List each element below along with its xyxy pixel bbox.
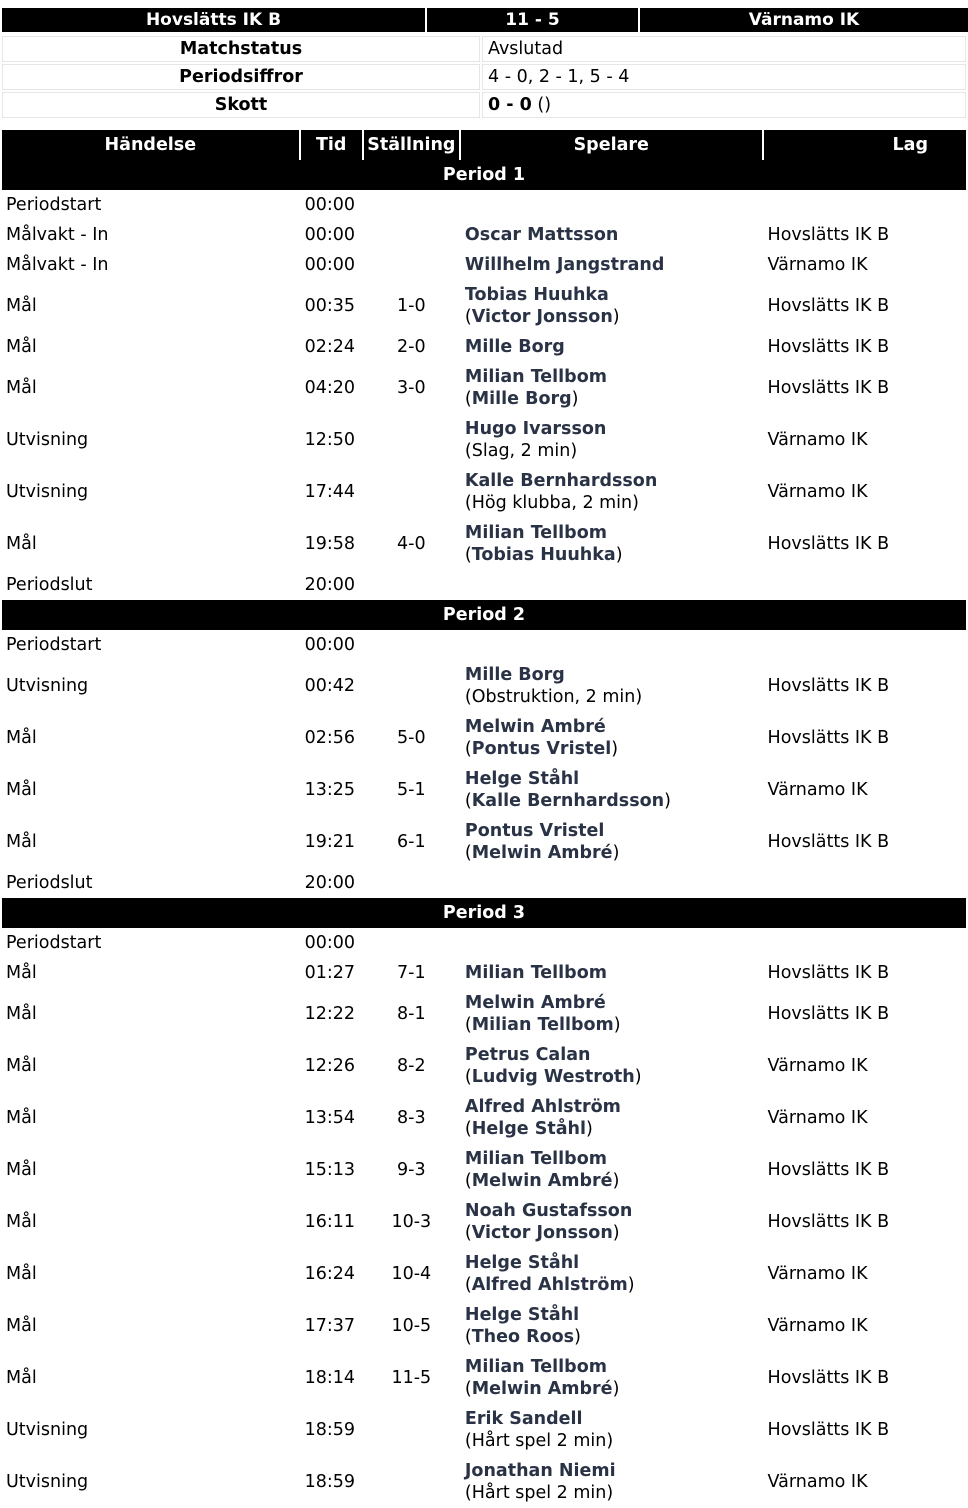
event-player-cell [461,414,762,466]
event-time: 20:00 [304,873,356,893]
assist-player-link[interactable]: Melwin Ambré [471,1379,613,1399]
event-row [2,712,966,764]
event-time: 12:22 [304,1004,356,1024]
event-row [2,1352,966,1404]
assist-close-paren: ) [664,791,671,811]
event-type: Mål [6,728,37,748]
event-team [764,868,966,898]
assist-close-paren: ) [627,1275,635,1295]
event-type: Utvisning [6,1472,89,1492]
event-score: 9-3 [397,1160,426,1180]
event-time: 00:00 [304,635,356,655]
player-link[interactable]: Mille Borg [464,337,565,357]
event-player-cell [461,570,762,600]
event-time: 18:59 [304,1472,356,1492]
player-link[interactable]: Milian Tellbom [464,523,607,543]
assist-open-paren: ( [464,389,472,409]
event-type: Utvisning [6,676,89,696]
assist-open-paren: ( [464,1275,472,1295]
event-team: Värnamo IK [767,1316,868,1336]
event-time: 00:00 [304,255,356,275]
match-info-table [0,34,968,120]
event-player-cell [461,764,762,816]
event-player-cell [461,280,762,332]
event-team [764,570,966,600]
event-type: Mål [6,1316,37,1336]
event-player-cell [461,190,762,220]
event-score: 10-5 [391,1316,432,1336]
player-link[interactable]: Helge Ståhl [464,1305,580,1325]
event-row [2,1248,966,1300]
event-row [2,190,966,220]
player-link[interactable]: Milian Tellbom [464,1357,607,1377]
penalty-note: (Hög klubba, 2 min) [464,493,639,513]
event-score: 3-0 [397,378,426,398]
period-title: Period 1 [2,160,966,190]
home-team: Hovslätts IK B [2,8,425,32]
event-row [2,1456,966,1508]
events-table [0,130,968,1508]
assist-player-link[interactable]: Ludvig Westroth [471,1067,635,1087]
penalty-note: (Obstruktion, 2 min) [464,687,643,707]
event-score [364,868,459,898]
event-type: Mål [6,1264,37,1284]
event-time: 00:42 [304,676,356,696]
event-time: 02:24 [304,337,356,357]
assist-close-paren: ) [571,389,579,409]
event-time: 20:00 [304,575,356,595]
event-row [2,868,966,898]
player-link[interactable]: Erik Sandell [464,1409,583,1429]
event-time: 15:13 [304,1160,356,1180]
assist-open-paren: ( [464,843,472,863]
event-team: Hovslätts IK B [767,728,890,748]
event-score: 4-0 [397,534,426,554]
event-player-cell [461,1196,762,1248]
event-score [364,1404,459,1456]
event-score [364,570,459,600]
event-team: Hovslätts IK B [767,963,890,983]
event-team [764,190,966,220]
player-link[interactable]: Milian Tellbom [464,1149,607,1169]
event-team: Värnamo IK [767,1264,868,1284]
event-score: 2-0 [397,337,426,357]
event-type: Mål [6,534,37,554]
info-row-status [2,36,966,62]
assist-open-paren: ( [464,1067,472,1087]
event-row [2,764,966,816]
event-team: Hovslätts IK B [767,337,890,357]
assist-player-link[interactable]: Helge Ståhl [471,1119,586,1139]
assist-player-link[interactable]: Alfred Ahlström [471,1275,628,1295]
event-score: 7-1 [397,963,426,983]
period-header-row [2,898,966,928]
event-type: Mål [6,1368,37,1388]
event-row [2,362,966,414]
event-player-cell [461,1404,762,1456]
event-row [2,250,966,280]
assist-close-paren: ) [615,545,623,565]
player-link[interactable]: Kalle Bernhardsson [464,471,658,491]
event-row [2,466,966,518]
event-team: Värnamo IK [767,482,868,502]
assist-close-paren: ) [611,739,619,759]
event-time: 18:14 [304,1368,356,1388]
assist-close-paren: ) [586,1119,593,1139]
event-type: Periodstart [6,195,102,215]
event-score: 10-3 [391,1212,432,1232]
event-type: Utvisning [6,482,89,502]
info-value [482,92,966,118]
assist-open-paren: ( [464,307,472,327]
event-row [2,1404,966,1456]
event-score [364,928,459,958]
event-row [2,570,966,600]
events-body [2,160,966,1508]
event-player-cell [461,816,762,868]
player-link[interactable]: Alfred Ahlström [464,1097,621,1117]
event-type: Mål [6,1160,37,1180]
col-header-player: Spelare [461,130,762,160]
penalty-note: (Hårt spel 2 min) [464,1431,614,1451]
event-player-cell [461,1248,762,1300]
assist-player-link[interactable]: Theo Roos [471,1327,575,1347]
event-team: Hovslätts IK B [767,832,890,852]
player-link[interactable]: Noah Gustafsson [464,1201,633,1221]
event-type: Mål [6,378,37,398]
info-label: Skott [2,92,480,118]
event-player-cell [461,250,762,280]
event-row [2,332,966,362]
event-team: Värnamo IK [767,430,868,450]
event-row [2,280,966,332]
assist-player-link[interactable]: Melwin Ambré [471,1171,613,1191]
event-player-cell [461,1300,762,1352]
event-row [2,1092,966,1144]
away-team: Värnamo IK [640,8,968,32]
event-time: 19:21 [304,832,356,852]
player-link[interactable]: Milian Tellbom [464,963,607,983]
event-team [764,630,966,660]
period-title: Period 2 [2,600,966,630]
event-time: 16:24 [304,1264,356,1284]
event-time: 00:00 [304,195,356,215]
event-type: Mål [6,1056,37,1076]
event-row [2,958,966,988]
event-time: 17:44 [304,482,356,502]
col-header-score: Ställning [364,130,459,160]
event-row [2,1144,966,1196]
player-link[interactable]: Jonathan Niemi [464,1461,616,1481]
event-score [364,630,459,660]
shots-value: 0 - 0 [488,95,532,115]
event-type: Mål [6,963,37,983]
event-time: 00:00 [304,933,356,953]
event-row [2,630,966,660]
player-link[interactable]: Petrus Calan [464,1045,591,1065]
assist-player-link[interactable]: Pontus Vristel [471,739,612,759]
event-score: 11-5 [391,1368,432,1388]
assist-open-paren: ( [464,1119,472,1139]
player-link[interactable]: Milian Tellbom [464,367,607,387]
player-link[interactable]: Mille Borg [464,665,565,685]
player-link[interactable]: Oscar Mattsson [464,225,619,245]
event-score: 8-1 [397,1004,426,1024]
event-time: 13:25 [304,780,356,800]
event-score [364,190,459,220]
event-score: 5-0 [397,728,426,748]
event-score [364,660,459,712]
event-time: 00:00 [304,225,356,245]
event-player-cell [461,518,762,570]
info-value: 4 - 0, 2 - 1, 5 - 4 [482,64,966,90]
event-row [2,660,966,712]
event-player-cell [461,988,762,1040]
event-player-cell [461,362,762,414]
event-row [2,1040,966,1092]
event-player-cell [461,1040,762,1092]
event-player-cell [461,868,762,898]
player-link[interactable]: Melwin Ambré [464,993,606,1013]
event-type: Periodslut [6,873,93,893]
info-row-shots [2,92,966,118]
event-player-cell [461,1092,762,1144]
event-team: Värnamo IK [767,1108,868,1128]
event-type: Periodstart [6,635,102,655]
event-player-cell [461,958,762,988]
info-value: Avslutad [482,36,966,62]
assist-open-paren: ( [464,545,472,565]
event-time: 17:37 [304,1316,356,1336]
assist-open-paren: ( [464,1171,472,1191]
event-team: Värnamo IK [767,255,868,275]
event-time: 16:11 [304,1212,356,1232]
assist-open-paren: ( [464,1015,472,1035]
player-link[interactable]: Willhelm Jangstrand [464,255,665,275]
events-header-row [2,130,966,160]
event-type: Mål [6,337,37,357]
assist-open-paren: ( [464,739,472,759]
event-time: 02:56 [304,728,356,748]
event-time: 19:58 [304,534,356,554]
event-type: Målvakt - In [6,255,109,275]
player-link[interactable]: Pontus Vristel [464,821,605,841]
event-team: Hovslätts IK B [767,1160,890,1180]
event-time: 04:20 [304,378,356,398]
event-team: Hovslätts IK B [767,1212,890,1232]
info-label: Matchstatus [2,36,480,62]
event-time: 13:54 [304,1108,356,1128]
period-header-row [2,600,966,630]
event-time: 12:26 [304,1056,356,1076]
assist-player-link[interactable]: Milian Tellbom [471,1015,614,1035]
event-team: Hovslätts IK B [767,1368,890,1388]
event-type: Mål [6,1108,37,1128]
event-time: 01:27 [304,963,356,983]
event-time: 00:35 [304,296,356,316]
assist-close-paren: ) [574,1327,581,1347]
event-row [2,518,966,570]
assist-close-paren: ) [634,1067,642,1087]
event-type: Målvakt - In [6,225,109,245]
event-score [364,220,459,250]
player-link[interactable]: Helge Ståhl [464,769,580,789]
assist-close-paren: ) [612,843,620,863]
event-type: Utvisning [6,1420,89,1440]
event-player-cell [461,660,762,712]
assist-open-paren: ( [464,1327,472,1347]
event-score [364,250,459,280]
player-link[interactable]: Helge Ståhl [464,1253,580,1273]
assist-open-paren: ( [464,1223,472,1243]
event-type: Periodslut [6,575,93,595]
event-player-cell [461,1456,762,1508]
event-score [364,466,459,518]
event-row [2,414,966,466]
event-score: 8-3 [397,1108,426,1128]
event-player-cell [461,1144,762,1196]
event-score [364,1456,459,1508]
event-row [2,928,966,958]
assist-player-link[interactable]: Mille Borg [471,389,572,409]
event-player-cell [461,712,762,764]
player-link[interactable]: Hugo Ivarsson [464,419,607,439]
event-team: Hovslätts IK B [767,1420,890,1440]
event-team: Hovslätts IK B [767,296,890,316]
assist-close-paren: ) [613,1015,621,1035]
col-header-time: Tid [301,130,362,160]
event-team: Värnamo IK [767,1056,868,1076]
assist-close-paren: ) [612,1223,620,1243]
assist-open-paren: ( [464,791,472,811]
event-team: Hovslätts IK B [767,534,890,554]
event-player-cell [461,928,762,958]
event-row [2,988,966,1040]
event-score: 1-0 [397,296,426,316]
event-row [2,1196,966,1248]
event-player-cell [461,332,762,362]
event-time: 18:59 [304,1420,356,1440]
assist-close-paren: ) [612,307,620,327]
player-link[interactable]: Tobias Huuhka [464,285,609,305]
assist-open-paren: ( [464,1379,472,1399]
event-time: 12:50 [304,430,356,450]
info-row-periods [2,64,966,90]
assist-close-paren: ) [612,1379,620,1399]
event-team: Hovslätts IK B [767,676,890,696]
player-link[interactable]: Melwin Ambré [464,717,606,737]
event-team [764,928,966,958]
info-label: Periodsiffror [2,64,480,90]
event-row [2,220,966,250]
event-type: Mål [6,780,37,800]
event-type: Mål [6,1004,37,1024]
period-header-row [2,160,966,190]
event-player-cell [461,466,762,518]
shots-extra: () [531,95,552,115]
assist-player-link[interactable]: Melwin Ambré [471,843,613,863]
event-player-cell [461,630,762,660]
event-score: 5-1 [397,780,426,800]
event-team: Värnamo IK [767,780,868,800]
period-title: Period 3 [2,898,966,928]
assist-player-link[interactable]: Tobias Huuhka [471,545,616,565]
event-team: Hovslätts IK B [767,1004,890,1024]
event-row [2,816,966,868]
event-type: Mål [6,832,37,852]
event-row [2,1300,966,1352]
assist-player-link[interactable]: Victor Jonsson [471,1223,613,1243]
event-player-cell [461,1352,762,1404]
assist-close-paren: ) [612,1171,620,1191]
final-score: 11 - 5 [427,8,638,32]
penalty-note: (Hårt spel 2 min) [464,1483,614,1503]
assist-player-link[interactable]: Victor Jonsson [471,307,613,327]
penalty-note: (Slag, 2 min) [464,441,578,461]
event-type: Periodstart [6,933,102,953]
event-score [364,414,459,466]
match-header [0,6,968,34]
event-type: Utvisning [6,430,89,450]
event-score: 8-2 [397,1056,426,1076]
event-team: Hovslätts IK B [767,225,890,245]
event-score: 6-1 [397,832,426,852]
assist-player-link[interactable]: Kalle Bernhardsson [471,791,665,811]
event-score: 10-4 [391,1264,432,1284]
event-type: Mål [6,296,37,316]
event-team: Hovslätts IK B [767,378,890,398]
col-header-team: Lag [764,130,966,160]
col-header-event: Händelse [2,130,299,160]
event-player-cell [461,220,762,250]
event-team: Värnamo IK [767,1472,868,1492]
event-type: Mål [6,1212,37,1232]
